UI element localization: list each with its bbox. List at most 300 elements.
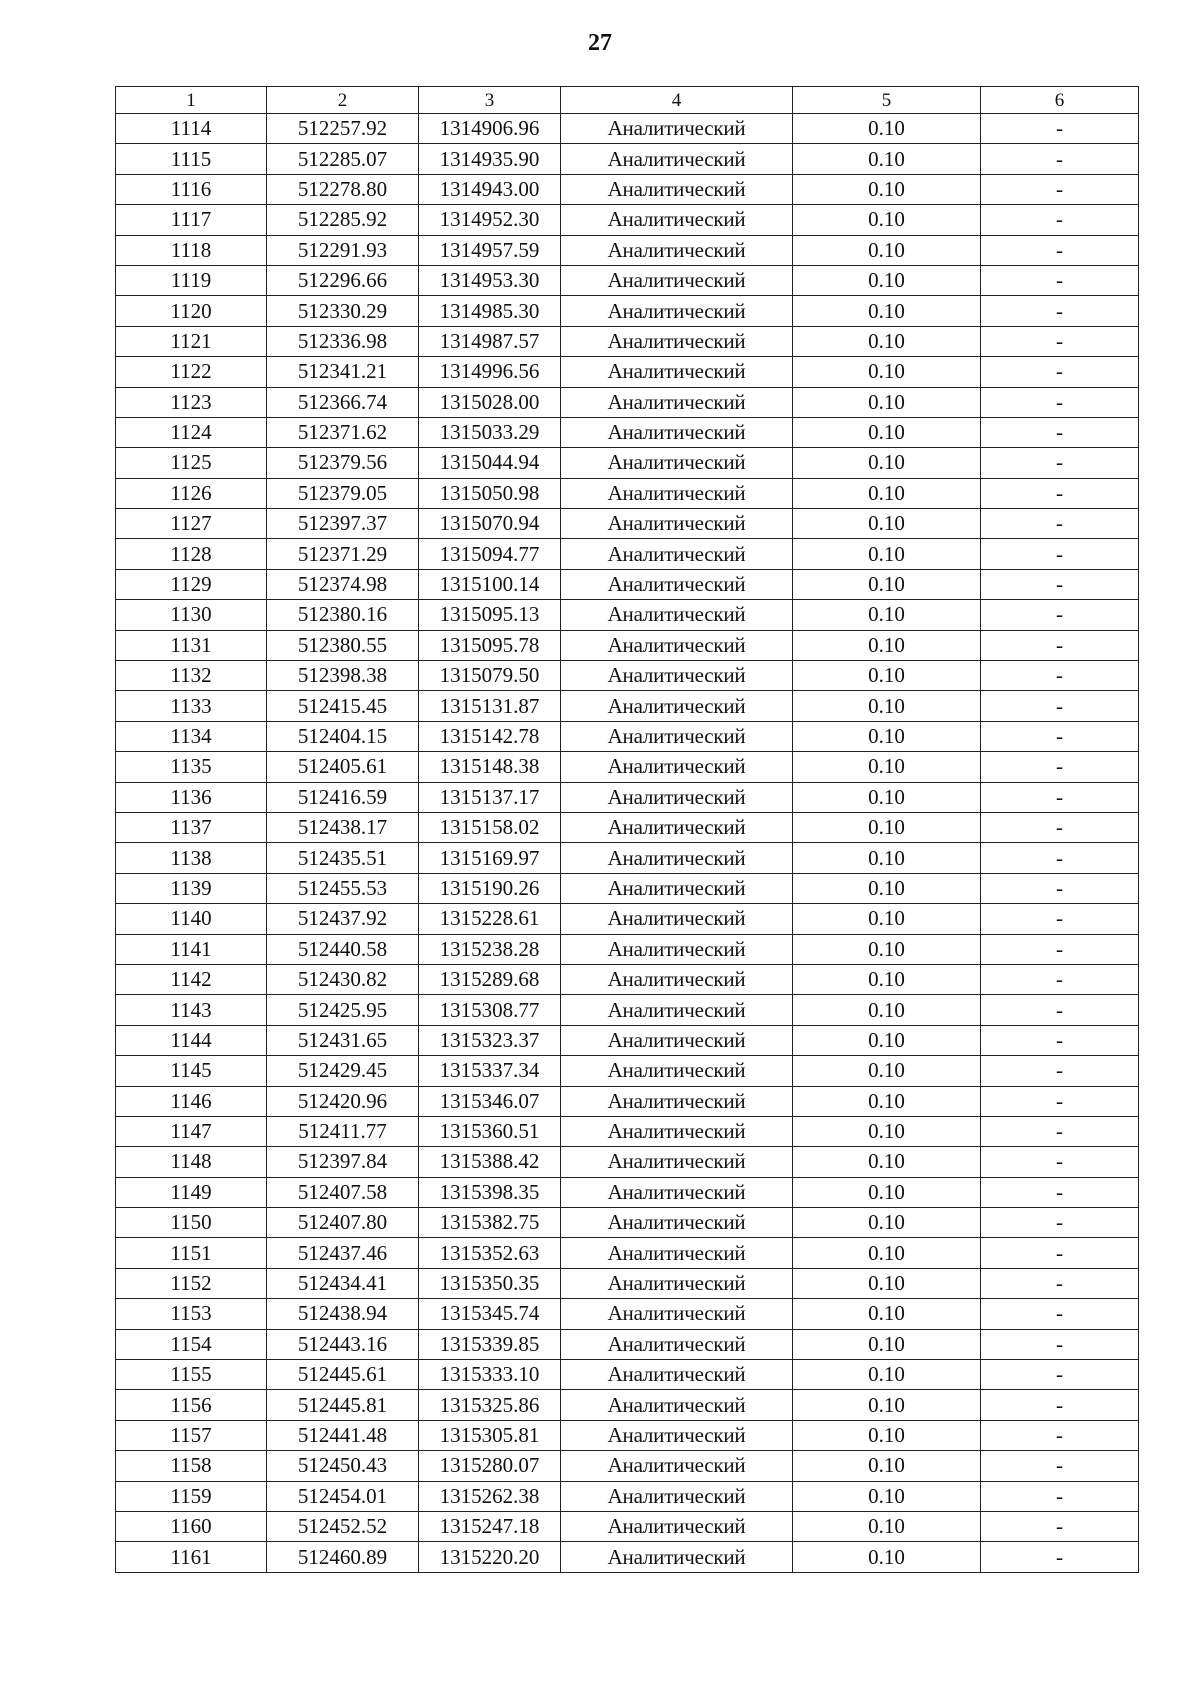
note-cell: -	[981, 1147, 1139, 1177]
table-row	[116, 569, 1139, 599]
note-cell: -	[981, 1056, 1139, 1086]
point-number-cell: 1118	[116, 235, 267, 265]
x-coordinate-cell: 512431.65	[267, 1025, 419, 1055]
x-coordinate-cell: 512430.82	[267, 964, 419, 994]
accuracy-cell: 0.10	[793, 1208, 981, 1238]
accuracy-cell: 0.10	[793, 205, 981, 235]
y-coordinate-cell: 1315050.98	[419, 478, 561, 508]
accuracy-cell: 0.10	[793, 1511, 981, 1541]
x-coordinate-cell: 512416.59	[267, 782, 419, 812]
accuracy-cell: 0.10	[793, 387, 981, 417]
note-cell: -	[981, 235, 1139, 265]
y-coordinate-cell: 1315325.86	[419, 1390, 561, 1420]
accuracy-cell: 0.10	[793, 661, 981, 691]
x-coordinate-cell: 512438.17	[267, 812, 419, 842]
table-row	[116, 205, 1139, 235]
method-cell: Аналитический	[561, 1208, 793, 1238]
x-coordinate-cell: 512420.96	[267, 1086, 419, 1116]
point-number-cell: 1147	[116, 1116, 267, 1146]
point-number-cell: 1139	[116, 873, 267, 903]
x-coordinate-cell: 512397.84	[267, 1147, 419, 1177]
header-cell-6: 6	[981, 87, 1139, 114]
x-coordinate-cell: 512445.81	[267, 1390, 419, 1420]
point-number-cell: 1159	[116, 1481, 267, 1511]
note-cell: -	[981, 1481, 1139, 1511]
table-row	[116, 114, 1139, 144]
table-row	[116, 478, 1139, 508]
table-row	[116, 1147, 1139, 1177]
method-cell: Аналитический	[561, 1420, 793, 1450]
header-row	[116, 87, 1139, 114]
table-row	[116, 843, 1139, 873]
page-number: 27	[588, 30, 612, 56]
table-row	[116, 174, 1139, 204]
y-coordinate-cell: 1314906.96	[419, 114, 561, 144]
y-coordinate-cell: 1315137.17	[419, 782, 561, 812]
table-row	[116, 1451, 1139, 1481]
note-cell: -	[981, 630, 1139, 660]
point-number-cell: 1145	[116, 1056, 267, 1086]
note-cell: -	[981, 600, 1139, 630]
accuracy-cell: 0.10	[793, 539, 981, 569]
x-coordinate-cell: 512380.55	[267, 630, 419, 660]
method-cell: Аналитический	[561, 1116, 793, 1146]
x-coordinate-cell: 512435.51	[267, 843, 419, 873]
point-number-cell: 1115	[116, 144, 267, 174]
x-coordinate-cell: 512366.74	[267, 387, 419, 417]
table-row	[116, 964, 1139, 994]
x-coordinate-cell: 512407.80	[267, 1208, 419, 1238]
x-coordinate-cell: 512341.21	[267, 357, 419, 387]
y-coordinate-cell: 1315360.51	[419, 1116, 561, 1146]
accuracy-cell: 0.10	[793, 1390, 981, 1420]
note-cell: -	[981, 904, 1139, 934]
table-row	[116, 1542, 1139, 1572]
table-row	[116, 1268, 1139, 1298]
method-cell: Аналитический	[561, 752, 793, 782]
table-row	[116, 691, 1139, 721]
accuracy-cell: 0.10	[793, 1481, 981, 1511]
point-number-cell: 1127	[116, 509, 267, 539]
method-cell: Аналитический	[561, 600, 793, 630]
method-cell: Аналитический	[561, 417, 793, 447]
point-number-cell: 1126	[116, 478, 267, 508]
accuracy-cell: 0.10	[793, 265, 981, 295]
point-number-cell: 1131	[116, 630, 267, 660]
note-cell: -	[981, 934, 1139, 964]
accuracy-cell: 0.10	[793, 174, 981, 204]
point-number-cell: 1160	[116, 1511, 267, 1541]
method-cell: Аналитический	[561, 448, 793, 478]
point-number-cell: 1123	[116, 387, 267, 417]
method-cell: Аналитический	[561, 812, 793, 842]
y-coordinate-cell: 1315337.34	[419, 1056, 561, 1086]
point-number-cell: 1122	[116, 357, 267, 387]
y-coordinate-cell: 1315247.18	[419, 1511, 561, 1541]
note-cell: -	[981, 387, 1139, 417]
y-coordinate-cell: 1315238.28	[419, 934, 561, 964]
header-cell-5: 5	[793, 87, 981, 114]
method-cell: Аналитический	[561, 144, 793, 174]
note-cell: -	[981, 174, 1139, 204]
y-coordinate-cell: 1315346.07	[419, 1086, 561, 1116]
point-number-cell: 1137	[116, 812, 267, 842]
point-number-cell: 1156	[116, 1390, 267, 1420]
y-coordinate-cell: 1315382.75	[419, 1208, 561, 1238]
accuracy-cell: 0.10	[793, 326, 981, 356]
point-number-cell: 1146	[116, 1086, 267, 1116]
x-coordinate-cell: 512407.58	[267, 1177, 419, 1207]
point-number-cell: 1150	[116, 1208, 267, 1238]
y-coordinate-cell: 1315158.02	[419, 812, 561, 842]
y-coordinate-cell: 1315028.00	[419, 387, 561, 417]
accuracy-cell: 0.10	[793, 569, 981, 599]
x-coordinate-cell: 512460.89	[267, 1542, 419, 1572]
table-row	[116, 1086, 1139, 1116]
accuracy-cell: 0.10	[793, 296, 981, 326]
method-cell: Аналитический	[561, 1268, 793, 1298]
accuracy-cell: 0.10	[793, 1025, 981, 1055]
table-row	[116, 1208, 1139, 1238]
method-cell: Аналитический	[561, 782, 793, 812]
y-coordinate-cell: 1315352.63	[419, 1238, 561, 1268]
note-cell: -	[981, 782, 1139, 812]
accuracy-cell: 0.10	[793, 995, 981, 1025]
y-coordinate-cell: 1314987.57	[419, 326, 561, 356]
accuracy-cell: 0.10	[793, 144, 981, 174]
method-cell: Аналитический	[561, 1511, 793, 1541]
note-cell: -	[981, 1268, 1139, 1298]
note-cell: -	[981, 478, 1139, 508]
point-number-cell: 1135	[116, 752, 267, 782]
method-cell: Аналитический	[561, 296, 793, 326]
y-coordinate-cell: 1314996.56	[419, 357, 561, 387]
y-coordinate-cell: 1315131.87	[419, 691, 561, 721]
note-cell: -	[981, 752, 1139, 782]
accuracy-cell: 0.10	[793, 752, 981, 782]
accuracy-cell: 0.10	[793, 1177, 981, 1207]
x-coordinate-cell: 512443.16	[267, 1329, 419, 1359]
note-cell: -	[981, 1542, 1139, 1572]
method-cell: Аналитический	[561, 539, 793, 569]
y-coordinate-cell: 1315289.68	[419, 964, 561, 994]
table-row	[116, 1116, 1139, 1146]
method-cell: Аналитический	[561, 934, 793, 964]
note-cell: -	[981, 661, 1139, 691]
point-number-cell: 1149	[116, 1177, 267, 1207]
method-cell: Аналитический	[561, 691, 793, 721]
method-cell: Аналитический	[561, 387, 793, 417]
method-cell: Аналитический	[561, 569, 793, 599]
accuracy-cell: 0.10	[793, 1451, 981, 1481]
accuracy-cell: 0.10	[793, 1329, 981, 1359]
method-cell: Аналитический	[561, 995, 793, 1025]
x-coordinate-cell: 512440.58	[267, 934, 419, 964]
note-cell: -	[981, 326, 1139, 356]
table-header	[116, 87, 1139, 114]
table-row	[116, 1025, 1139, 1055]
table-row	[116, 1481, 1139, 1511]
y-coordinate-cell: 1314935.90	[419, 144, 561, 174]
accuracy-cell: 0.10	[793, 600, 981, 630]
point-number-cell: 1134	[116, 721, 267, 751]
note-cell: -	[981, 144, 1139, 174]
note-cell: -	[981, 296, 1139, 326]
point-number-cell: 1119	[116, 265, 267, 295]
accuracy-cell: 0.10	[793, 1360, 981, 1390]
x-coordinate-cell: 512434.41	[267, 1268, 419, 1298]
coordinates-table	[115, 86, 1139, 1573]
note-cell: -	[981, 1420, 1139, 1450]
y-coordinate-cell: 1315095.13	[419, 600, 561, 630]
table-row	[116, 265, 1139, 295]
accuracy-cell: 0.10	[793, 357, 981, 387]
point-number-cell: 1138	[116, 843, 267, 873]
method-cell: Аналитический	[561, 873, 793, 903]
table-row	[116, 812, 1139, 842]
point-number-cell: 1117	[116, 205, 267, 235]
method-cell: Аналитический	[561, 964, 793, 994]
x-coordinate-cell: 512380.16	[267, 600, 419, 630]
point-number-cell: 1130	[116, 600, 267, 630]
y-coordinate-cell: 1314985.30	[419, 296, 561, 326]
note-cell: -	[981, 873, 1139, 903]
method-cell: Аналитический	[561, 630, 793, 660]
accuracy-cell: 0.10	[793, 904, 981, 934]
point-number-cell: 1120	[116, 296, 267, 326]
accuracy-cell: 0.10	[793, 235, 981, 265]
y-coordinate-cell: 1315100.14	[419, 569, 561, 599]
table-row	[116, 721, 1139, 751]
table-row	[116, 235, 1139, 265]
point-number-cell: 1151	[116, 1238, 267, 1268]
note-cell: -	[981, 417, 1139, 447]
table-row	[116, 1511, 1139, 1541]
accuracy-cell: 0.10	[793, 934, 981, 964]
y-coordinate-cell: 1314957.59	[419, 235, 561, 265]
y-coordinate-cell: 1315339.85	[419, 1329, 561, 1359]
accuracy-cell: 0.10	[793, 1238, 981, 1268]
point-number-cell: 1141	[116, 934, 267, 964]
note-cell: -	[981, 1025, 1139, 1055]
method-cell: Аналитический	[561, 265, 793, 295]
x-coordinate-cell: 512374.98	[267, 569, 419, 599]
note-cell: -	[981, 1238, 1139, 1268]
x-coordinate-cell: 512371.29	[267, 539, 419, 569]
note-cell: -	[981, 569, 1139, 599]
accuracy-cell: 0.10	[793, 114, 981, 144]
accuracy-cell: 0.10	[793, 448, 981, 478]
x-coordinate-cell: 512404.15	[267, 721, 419, 751]
y-coordinate-cell: 1314943.00	[419, 174, 561, 204]
note-cell: -	[981, 1177, 1139, 1207]
x-coordinate-cell: 512257.92	[267, 114, 419, 144]
y-coordinate-cell: 1315333.10	[419, 1360, 561, 1390]
point-number-cell: 1158	[116, 1451, 267, 1481]
accuracy-cell: 0.10	[793, 1116, 981, 1146]
table-row	[116, 904, 1139, 934]
x-coordinate-cell: 512441.48	[267, 1420, 419, 1450]
note-cell: -	[981, 721, 1139, 751]
note-cell: -	[981, 691, 1139, 721]
x-coordinate-cell: 512450.43	[267, 1451, 419, 1481]
method-cell: Аналитический	[561, 721, 793, 751]
method-cell: Аналитический	[561, 174, 793, 204]
y-coordinate-cell: 1315044.94	[419, 448, 561, 478]
accuracy-cell: 0.10	[793, 417, 981, 447]
accuracy-cell: 0.10	[793, 843, 981, 873]
point-number-cell: 1121	[116, 326, 267, 356]
point-number-cell: 1133	[116, 691, 267, 721]
table-row	[116, 1177, 1139, 1207]
point-number-cell: 1114	[116, 114, 267, 144]
table-row	[116, 1420, 1139, 1450]
y-coordinate-cell: 1315350.35	[419, 1268, 561, 1298]
y-coordinate-cell: 1315190.26	[419, 873, 561, 903]
y-coordinate-cell: 1315095.78	[419, 630, 561, 660]
point-number-cell: 1128	[116, 539, 267, 569]
x-coordinate-cell: 512336.98	[267, 326, 419, 356]
x-coordinate-cell: 512278.80	[267, 174, 419, 204]
x-coordinate-cell: 512425.95	[267, 995, 419, 1025]
x-coordinate-cell: 512379.56	[267, 448, 419, 478]
note-cell: -	[981, 812, 1139, 842]
method-cell: Аналитический	[561, 1086, 793, 1116]
point-number-cell: 1124	[116, 417, 267, 447]
table-row	[116, 1299, 1139, 1329]
point-number-cell: 1132	[116, 661, 267, 691]
method-cell: Аналитический	[561, 1451, 793, 1481]
y-coordinate-cell: 1315228.61	[419, 904, 561, 934]
method-cell: Аналитический	[561, 114, 793, 144]
y-coordinate-cell: 1315398.35	[419, 1177, 561, 1207]
x-coordinate-cell: 512285.92	[267, 205, 419, 235]
accuracy-cell: 0.10	[793, 478, 981, 508]
table-row	[116, 1360, 1139, 1390]
y-coordinate-cell: 1315033.29	[419, 417, 561, 447]
note-cell: -	[981, 1208, 1139, 1238]
point-number-cell: 1144	[116, 1025, 267, 1055]
point-number-cell: 1157	[116, 1420, 267, 1450]
y-coordinate-cell: 1315169.97	[419, 843, 561, 873]
point-number-cell: 1155	[116, 1360, 267, 1390]
method-cell: Аналитический	[561, 661, 793, 691]
note-cell: -	[981, 1299, 1139, 1329]
header-cell-4: 4	[561, 87, 793, 114]
table-row	[116, 144, 1139, 174]
method-cell: Аналитический	[561, 1238, 793, 1268]
method-cell: Аналитический	[561, 1299, 793, 1329]
note-cell: -	[981, 539, 1139, 569]
point-number-cell: 1148	[116, 1147, 267, 1177]
note-cell: -	[981, 995, 1139, 1025]
method-cell: Аналитический	[561, 326, 793, 356]
table-row	[116, 448, 1139, 478]
method-cell: Аналитический	[561, 1390, 793, 1420]
y-coordinate-cell: 1315308.77	[419, 995, 561, 1025]
table-row	[116, 661, 1139, 691]
x-coordinate-cell: 512285.07	[267, 144, 419, 174]
table-row	[116, 1390, 1139, 1420]
table-row	[116, 509, 1139, 539]
accuracy-cell: 0.10	[793, 1299, 981, 1329]
method-cell: Аналитический	[561, 235, 793, 265]
table-row	[116, 782, 1139, 812]
note-cell: -	[981, 1390, 1139, 1420]
table-row	[116, 1329, 1139, 1359]
x-coordinate-cell: 512415.45	[267, 691, 419, 721]
x-coordinate-cell: 512437.46	[267, 1238, 419, 1268]
point-number-cell: 1140	[116, 904, 267, 934]
y-coordinate-cell: 1315388.42	[419, 1147, 561, 1177]
method-cell: Аналитический	[561, 205, 793, 235]
x-coordinate-cell: 512411.77	[267, 1116, 419, 1146]
x-coordinate-cell: 512429.45	[267, 1056, 419, 1086]
method-cell: Аналитический	[561, 1177, 793, 1207]
point-number-cell: 1125	[116, 448, 267, 478]
x-coordinate-cell: 512291.93	[267, 235, 419, 265]
table-row	[116, 934, 1139, 964]
table-body	[116, 114, 1139, 1573]
y-coordinate-cell: 1315142.78	[419, 721, 561, 751]
y-coordinate-cell: 1315280.07	[419, 1451, 561, 1481]
note-cell: -	[981, 448, 1139, 478]
x-coordinate-cell: 512437.92	[267, 904, 419, 934]
table-row	[116, 600, 1139, 630]
y-coordinate-cell: 1314952.30	[419, 205, 561, 235]
point-number-cell: 1116	[116, 174, 267, 204]
table-row	[116, 387, 1139, 417]
y-coordinate-cell: 1315345.74	[419, 1299, 561, 1329]
note-cell: -	[981, 1329, 1139, 1359]
note-cell: -	[981, 1116, 1139, 1146]
header-cell-1: 1	[116, 87, 267, 114]
point-number-cell: 1154	[116, 1329, 267, 1359]
x-coordinate-cell: 512371.62	[267, 417, 419, 447]
x-coordinate-cell: 512454.01	[267, 1481, 419, 1511]
accuracy-cell: 0.10	[793, 1056, 981, 1086]
accuracy-cell: 0.10	[793, 721, 981, 751]
method-cell: Аналитический	[561, 509, 793, 539]
accuracy-cell: 0.10	[793, 1420, 981, 1450]
note-cell: -	[981, 1086, 1139, 1116]
method-cell: Аналитический	[561, 357, 793, 387]
note-cell: -	[981, 357, 1139, 387]
y-coordinate-cell: 1315220.20	[419, 1542, 561, 1572]
y-coordinate-cell: 1315323.37	[419, 1025, 561, 1055]
header-cell-3: 3	[419, 87, 561, 114]
x-coordinate-cell: 512452.52	[267, 1511, 419, 1541]
table-row	[116, 417, 1139, 447]
table-row	[116, 357, 1139, 387]
accuracy-cell: 0.10	[793, 1147, 981, 1177]
point-number-cell: 1142	[116, 964, 267, 994]
x-coordinate-cell: 512330.29	[267, 296, 419, 326]
accuracy-cell: 0.10	[793, 1086, 981, 1116]
note-cell: -	[981, 1360, 1139, 1390]
y-coordinate-cell: 1315305.81	[419, 1420, 561, 1450]
point-number-cell: 1153	[116, 1299, 267, 1329]
note-cell: -	[981, 114, 1139, 144]
table-row	[116, 995, 1139, 1025]
table-row	[116, 326, 1139, 356]
accuracy-cell: 0.10	[793, 812, 981, 842]
method-cell: Аналитический	[561, 904, 793, 934]
y-coordinate-cell: 1315262.38	[419, 1481, 561, 1511]
x-coordinate-cell: 512379.05	[267, 478, 419, 508]
x-coordinate-cell: 512405.61	[267, 752, 419, 782]
method-cell: Аналитический	[561, 1147, 793, 1177]
